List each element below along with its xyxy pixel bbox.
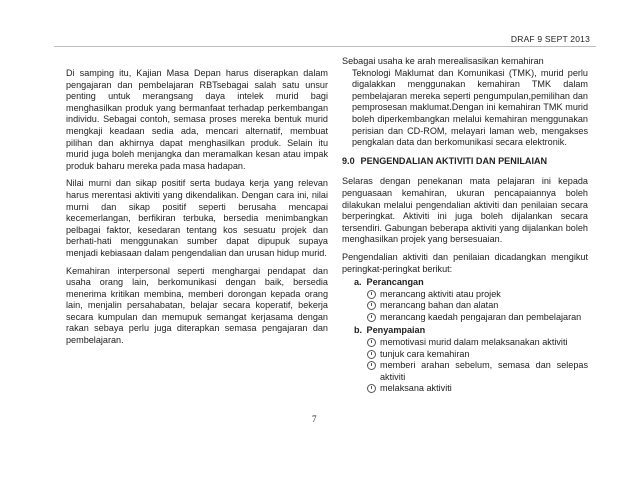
ict-paragraph-first-line: Sebagai usaha ke arah merealisasikan kemahiran — [342, 56, 544, 66]
stage-a-heading — [342, 277, 588, 289]
clock-bullet-icon — [367, 361, 376, 370]
draft-date-label: DRAF 9 SEPT 2013 — [510, 34, 590, 44]
list-item: merancang aktiviti atau projek — [367, 289, 588, 301]
paragraph-values: Nilai murni dan sikap positif serta budaya kerja yang relevan harus merentasi aktiviti yang dikendalikan. Dengan cara ini, nilai murni dan sikap positif seperti berusaha mencapai kecemerlangan, berfikiran terbuka, bersedia menimbangkan pelbagai faktor, kesedaran tentang kos sesuatu projek dan berhati-hati menggunakan sumber dapat dipupuk supaya menjadi kebiasaan dalam pengendalian dan urusan hidup murid. — [66, 178, 328, 258]
clock-bullet-icon — [367, 350, 376, 359]
assessment-paragraph: Selaras dengan penekanan mata pelajaran ini kepada penguasaan kemahiran, ukuran pencapaiannya boleh dilakukan melalui pengendalian aktiviti dan penilaian secara berperingkat. Aktiviti ini juga boleh dijalankan secara tersendiri. Gabungan beberapa aktiviti yang dijalankan boleh menghasilkan projek yang bersesuaian. — [342, 176, 588, 245]
stage-b-heading — [342, 325, 588, 337]
paragraph-future-studies: Di samping itu, Kajian Masa Depan harus diserapkan dalam pengajaran dan pembelajaran RBTsebagai salah satu unsur penting untuk merangsang daya intelek murid bagi menghasilkan produk yang bermanfaat terhadap perkembangan individu. Sebagai contoh, semasa proses mereka bentuk murid mengkaji keadaan sedia ada, mencari alternatif, membuat pilihan dan akhirnya dapat menghasilkan produk. Selain itu murid juga boleh menjangka dan meramalkan kesan atau impak produk baharu mereka pada masa hadapan. — [66, 68, 328, 171]
section-title: PENGENDALIAN AKTIVITI DAN PENILAIAN — [360, 155, 548, 166]
list-item: memotivasi murid dalam melaksanakan aktiviti — [367, 337, 588, 349]
stages-intro-paragraph: Pengendalian aktiviti dan penilaian dicadangkan mengikut peringkat-peringkat berikut: — [342, 251, 588, 274]
paragraph-interpersonal: Kemahiran interpersonal seperti menghargai pendapat dan usaha orang lain, berkomunikasi dengan baik, bersedia menerima kritikan membina, memberi dorongan kepada orang lain, menjalin persahabatan, belajar secara koperatif, bekerja secara kumpulan dan memupuk semangat kerjasama dengan rakan sebaya perlu juga diterapkan semasa pengajaran dan pembelajaran. — [66, 265, 328, 346]
stage-a-title: Perancangan — [366, 277, 424, 288]
clock-bullet-icon — [367, 290, 376, 299]
header-divider — [54, 46, 596, 47]
section-heading — [342, 156, 588, 168]
list-item: merancang bahan dan alatan — [367, 300, 588, 312]
clock-bullet-icon — [367, 384, 376, 393]
clock-bullet-icon — [367, 338, 376, 347]
list-item: tunjuk cara kemahiran — [367, 349, 588, 361]
section-number: 9.0 — [342, 155, 355, 166]
stage-b-title: Penyampaian — [366, 325, 426, 336]
right-column — [342, 56, 588, 397]
list-item: merancang kaedah pengajaran dan pembelajaran — [367, 312, 588, 324]
list-item: memberi arahan sebelum, semasa dan selepas aktiviti — [367, 360, 588, 383]
left-column — [66, 68, 328, 353]
list-item: melaksana aktiviti — [367, 383, 588, 395]
clock-bullet-icon — [367, 301, 376, 310]
stage-a-label: a. — [354, 277, 362, 288]
clock-bullet-icon — [367, 313, 376, 322]
stage-b-list — [342, 337, 588, 395]
page-number: 7 — [312, 414, 317, 424]
ict-paragraph: Teknologi Maklumat dan Komunikasi (TMK), murid perlu digalakkan menggunakan kemahiran TMK dalam pembelajaran mereka seperti pengumpulan,pemilihan dan pemprosesan maklumat.Dengan ini kemahiran TMK murid boleh diperkembangkan melalui kemahiran menggunakan perisian dan CD-ROM, melayari laman web, mengakses pengkalan data dan berkomunikasi secara elektronik. — [352, 67, 588, 148]
stage-a-list — [342, 289, 588, 324]
stage-b-label: b. — [354, 325, 363, 336]
